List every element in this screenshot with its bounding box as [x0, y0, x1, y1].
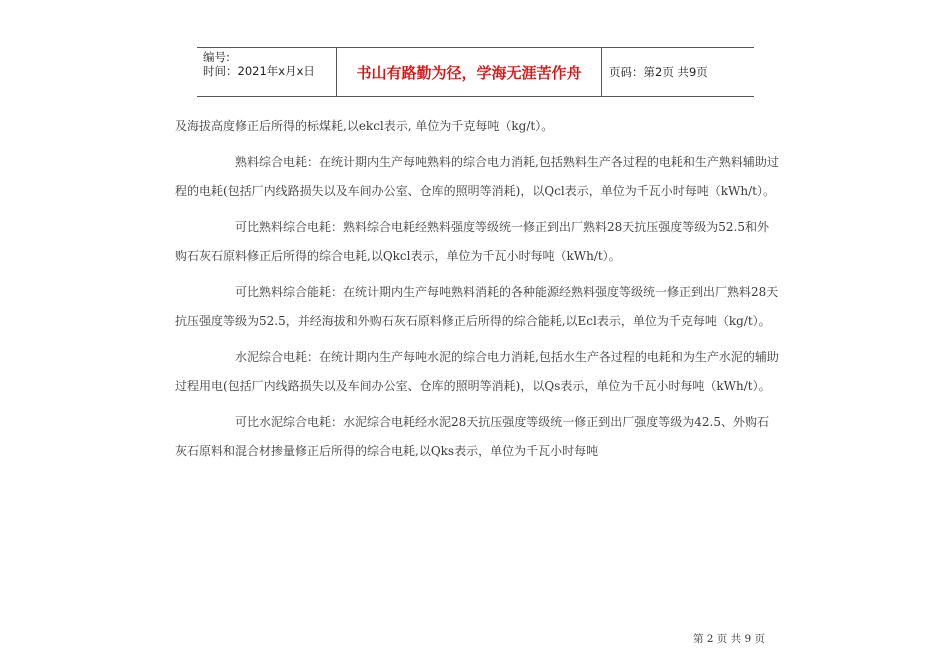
header-motto: 书山有路勤为径，学海无涯苦作舟: [337, 48, 602, 96]
paragraph-comparable-clinker-power: 可比熟料综合电耗：熟料综合电耗经熟料强度等级统一修正到出厂熟料28天抗压强度等级为52.5和外购石灰石原料修正后所得的综合电耗,以Qkcl表示，单位为千瓦小时每吨（kWh/t）。: [175, 220, 769, 263]
paragraph-clinker-power: 熟料综合电耗：在统计期内生产每吨熟料的综合电力消耗,包括熟料生产各过程的电耗和生产熟料辅助过程的电耗(包括厂内线路损失以及车间办公室、仓库的照明等消耗)，以Qcl表示，单位为千瓦小时每吨（kWh/t）。: [175, 155, 779, 198]
document-time-label: 时间：2021年x月x日: [203, 64, 315, 78]
paragraph-comparable-clinker-energy: 可比熟料综合能耗：在统计期内生产每吨熟料消耗的各种能源经熟料强度等级统一修正到出厂熟料28天抗压强度等级为52.5，并经海拔和外购石灰石原料修正后所得的综合能耗,以Ecl表示，单位为千克每吨（kg/t）。: [175, 285, 779, 328]
paragraph-cement-power: 水泥综合电耗：在统计期内生产每吨水泥的综合电力消耗,包括水生产各过程的电耗和为生产水泥的辅助过程用电(包括厂内线路损失以及车间办公室、仓库的照明等消耗)，以Qs表示，单位为千瓦小时每吨（kWh/t）。: [175, 350, 779, 393]
header-page-code: 页码：第2页 共9页: [609, 65, 708, 79]
header-meta: [197, 48, 337, 96]
page-footer: 第 2 页 共 9 页: [692, 633, 765, 645]
page-header: [197, 47, 754, 97]
document-number-label: 编号:: [203, 50, 230, 64]
paragraph-comparable-cement-power: 可比水泥综合电耗：水泥综合电耗经水泥28天抗压强度等级统一修正到出厂强度等级为42.5、外购石灰石原料和混合材掺量修正后所得的综合电耗,以Qks表示，单位为千瓦小时每吨: [175, 415, 769, 458]
paragraph-continuation: 及海拔高度修正后所得的标煤耗,以ekcl表示, 单位为千克每吨（kg/t）。: [175, 119, 554, 133]
document-body: [175, 112, 780, 473]
